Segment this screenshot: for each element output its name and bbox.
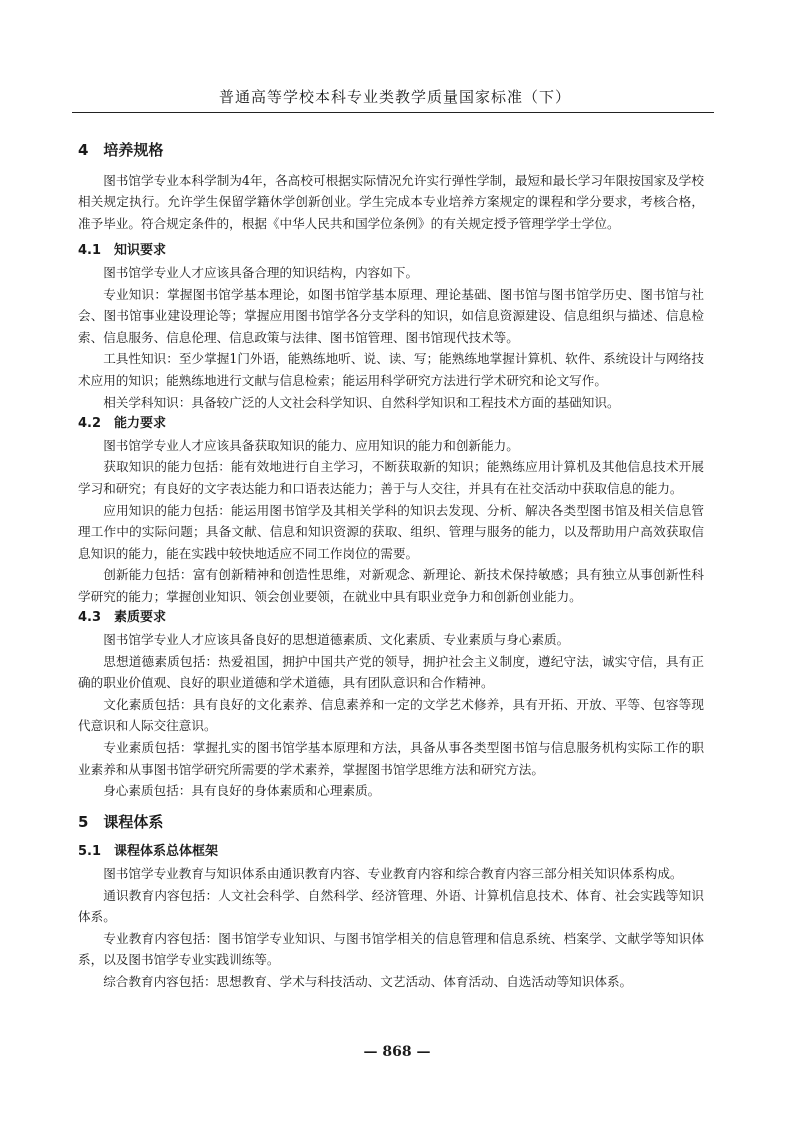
- paragraph: 身心素质包括：具有良好的身体素质和心理素质。: [103, 783, 381, 799]
- section-5-heading: 5 课程体系: [78, 812, 164, 831]
- paragraph: 获取知识的能力包括：能有效地进行自主学习，不断获取新的知识；能熟练应用计算机及其他信息技术开展学习和研究；有良好的文字表达能力和口语表达能力；善于与人交往，并具有在社交活动中获取信息的能力。: [78, 459, 704, 496]
- page-number: — 868 —: [363, 1044, 431, 1060]
- paragraph: 应用知识的能力包括：能运用图书馆学及其相关学科的知识去发现、分析、解决各类型图书馆及相关信息管理工作中的实际问题；具备文献、信息和知识资源的获取、组织、管理与服务的能力，以及帮助用户高效获取信息知识的能力，能在实践中较快地适应不同工作岗位的需要。: [78, 502, 704, 561]
- section-4-intro: 图书馆学专业本科学制为4年，各高校可根据实际情况允许实行弹性学制，最短和最长学习年限按国家及学校相关规定执行。允许学生保留学籍休学创新创业。学生完成本专业培养方案规定的课程和学分要求，考核合格，准予毕业。符合规定条件的，根据《中华人民共和国学位条例》的有关规定授予管理学学士学位。: [78, 172, 704, 231]
- section-4-heading: 4 培养规格: [78, 141, 164, 159]
- paragraph: 图书馆学专业人才应该具备良好的思想道德素质、文化素质、专业素质与身心素质。: [103, 632, 570, 648]
- paragraph: 图书馆学专业教育与知识体系由通识教育内容、专业教育内容和综合教育内容三部分相关知识体系构成。: [103, 866, 683, 881]
- paragraph: 图书馆学专业人才应该具备获取知识的能力、应用知识的能力和创新能力。: [103, 437, 519, 453]
- paragraph: 相关学科知识：具备较广泛的人文社会科学知识、自然科学知识和工程技术方面的基础知识。: [103, 394, 620, 410]
- paragraph: 工具性知识：至少掌握1门外语，能熟练地听、说、读、写；能熟练地掌握计算机、软件、系统设计与网络技术应用的知识；能熟练地进行文献与信息检索；能运用科学研究方法进行学术研究和论文写作。: [78, 351, 704, 388]
- header-rule: [72, 112, 714, 113]
- section-4-1-heading: 4.1 知识要求: [78, 243, 167, 259]
- paragraph: 图书馆学专业人才应该具备合理的知识结构，内容如下。: [103, 264, 419, 280]
- page-body: [78, 134, 704, 993]
- paragraph: 专业素质包括：掌握扎实的图书馆学基本原理和方法，具备从事各类型图书馆与信息服务机构实际工作的职业素养和从事图书馆学研究所需要的学术素养，掌握图书馆学思维方法和研究方法。: [78, 740, 704, 777]
- paragraph: 通识教育内容包括：人文社会科学、自然科学、经济管理、外语、计算机信息技术、体育、社会实践等知识体系。: [78, 887, 704, 925]
- paragraph: 思想道德素质包括：热爱祖国，拥护中国共产党的领导，拥护社会主义制度，遵纪守法，诚实守信，具有正确的职业价值观、良好的职业道德和学术道德，具有团队意识和合作精神。: [78, 653, 704, 691]
- paragraph: 创新能力包括：富有创新精神和创造性思维，对新观念、新理论、新技术保持敏感；具有独立从事创新性科学研究的能力；掌握创业知识、领会创业要领，在就业中具有职业竞争力和创新创业能力。: [78, 567, 704, 604]
- section-4-3-heading: 4.3 素质要求: [78, 610, 167, 626]
- paragraph: 综合教育内容包括：思想教育、学术与科技活动、文艺活动、体育活动、自选活动等知识体系。: [103, 973, 633, 989]
- running-header: 普通高等学校本科专业类教学质量国家标准（下）: [218, 88, 571, 106]
- paragraph: 文化素质包括：具有良好的文化素养、信息素养和一定的文学艺术修养，具有开拓、开放、平等、包容等现代意识和人际交往意识。: [78, 696, 704, 734]
- paragraph: 专业教育内容包括：图书馆学专业知识、与图书馆学相关的信息管理和信息系统、档案学、文献学等知识体系，以及图书馆学专业实践训练等。: [78, 930, 704, 968]
- paragraph: 专业知识：掌握图书馆学基本理论，如图书馆学基本原理、理论基础、图书馆与图书馆学历史、图书馆与社会、图书馆事业建设理论等；掌握应用图书馆学各分支学科的知识，如信息资源建设、信息组织与描述、信息检索、信息服务、信息伦理、信息政策与法律、图书馆管理、图书馆现代技术等。: [78, 286, 704, 345]
- section-5-1-heading: 5.1 课程体系总体框架: [78, 844, 219, 860]
- section-4-2-heading: 4.2 能力要求: [78, 416, 167, 432]
